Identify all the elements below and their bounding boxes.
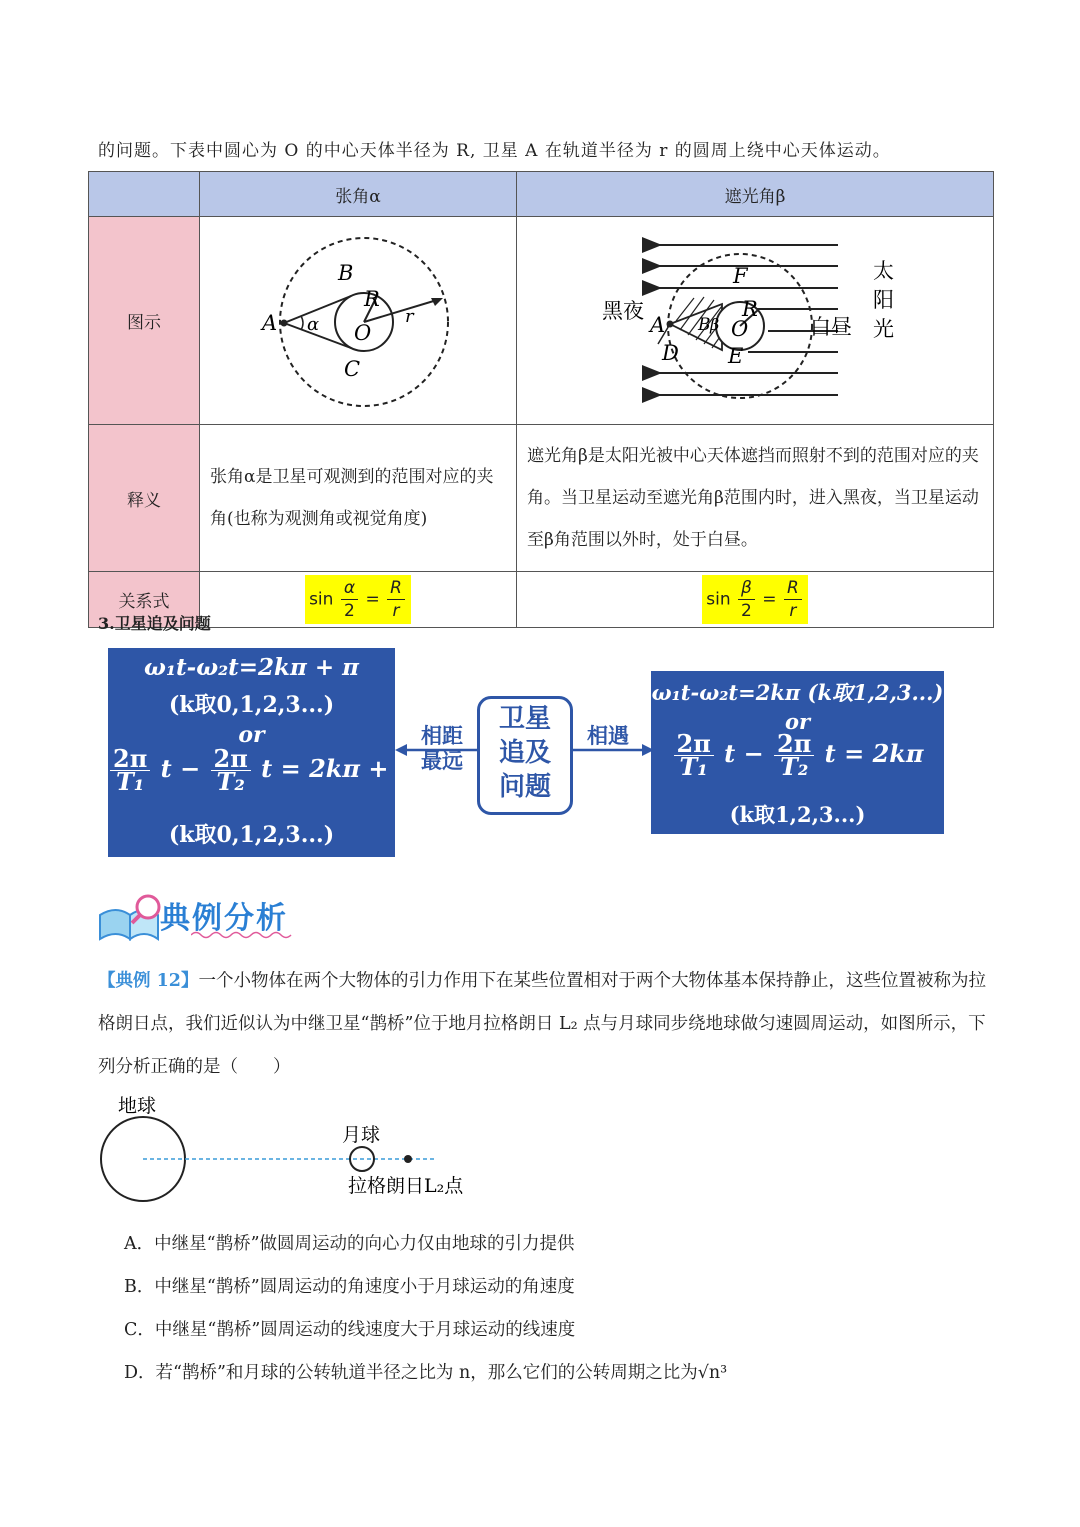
label-night: 黑夜 bbox=[602, 299, 644, 323]
example-question: 【典例 12】一个小物体在两个大物体的引力作用下在某些位置相对于两个大物体基本保持静止，这些位置被称为拉格朗日点，我们近似认为中继卫星“鹊桥”位于地月拉格朗日 L₂ 点与月球同步绕地球做匀速圆周运动，如图所示，下列分析正确的是（ ） bbox=[98, 971, 986, 1077]
explain-beta: 遮光角β是太阳光被中心天体遮挡而照射不到的范围对应的夹角。当卫星运动至遮光角β范围内时，进入黑夜，当卫星运动至β角范围以外时，处于白昼。 bbox=[517, 425, 994, 572]
formula-beta-cell bbox=[517, 572, 994, 628]
header-beta: 遮光角β bbox=[517, 172, 994, 217]
row-label-formula: 关系式 bbox=[89, 572, 200, 628]
label-F: F bbox=[733, 264, 748, 288]
explain-alpha: 张角α是卫星可观测到的范围对应的夹角(也称为观测角或视觉角度) bbox=[200, 425, 517, 572]
label-B: B bbox=[338, 261, 354, 285]
label-beta: β bbox=[710, 315, 720, 334]
label-O: O bbox=[354, 321, 372, 345]
label-r: r bbox=[405, 306, 414, 327]
section-title: 3.卫星追及问题 bbox=[98, 614, 211, 633]
label-R2: R bbox=[742, 297, 758, 321]
typical-title: 典例分析 bbox=[160, 901, 288, 936]
label-D: D bbox=[662, 341, 679, 365]
formula-beta: sin $\frac{\beta}{2}$ = $\frac{R}{r}$ bbox=[702, 575, 808, 624]
table-header-empty bbox=[89, 172, 200, 217]
label-O2: O bbox=[731, 317, 749, 341]
chase-center-box: 卫星 追及 问题 bbox=[477, 696, 573, 815]
label-sun2: 阳 bbox=[873, 288, 894, 312]
diagram-alpha bbox=[201, 218, 518, 418]
example-tag: 【典例 12】 bbox=[98, 971, 199, 991]
earth-moon-figure bbox=[96, 1090, 516, 1210]
chase-right-formula: $\frac{2\pi}{\text{T₁}}$ t − $\frac{2\pi}{\text{T₂}}$ t = 2kπ bbox=[651, 733, 944, 799]
row-label-diagram: 图示 bbox=[89, 217, 200, 425]
label-alpha: α bbox=[307, 314, 320, 335]
option-d[interactable]: D．若“鹊桥”和月球的公转轨道半径之比为 n，那么它们的公转周期之比为√n³ bbox=[124, 1363, 728, 1383]
label-day: 白昼 bbox=[810, 315, 852, 339]
typical-banner bbox=[96, 885, 346, 945]
label-sun3: 光 bbox=[873, 317, 894, 341]
header-alpha: 张角α bbox=[200, 172, 517, 217]
comparison-table bbox=[88, 171, 994, 628]
chase-left-formula: $\frac{2\pi}{\text{T₁}}$ t − $\frac{2\pi}{\text{T₂}}$ t = 2kπ + π bbox=[108, 748, 395, 814]
label-meet: 相遇 bbox=[587, 724, 629, 748]
wavy-underline bbox=[191, 930, 391, 940]
option-b[interactable]: B．中继星“鹊桥”圆周运动的角速度小于月球运动的角速度 bbox=[124, 1277, 575, 1297]
chase-meet-box: ω₁t-ω₂t=2kπ (k取1,2,3...) or $\frac{2\pi}{\text{T₁}}$ t − $\frac{2\pi}{\text{T₂}}$ t = 2kπ (k取1,2,3...) bbox=[651, 671, 944, 834]
chase-farthest-box: ω₁t-ω₂t=2kπ + π (k取0,1,2,3...) or $\frac{2\pi}{\text{T₁}}$ t − $\frac{2\pi}{\text{T₂}}$ t = 2kπ + π (k取0,1,2,3...) bbox=[108, 648, 395, 857]
label-sun1: 太 bbox=[873, 259, 894, 283]
row-label-explain: 释义 bbox=[89, 425, 200, 572]
label-A2: A bbox=[650, 313, 666, 337]
diagram-beta bbox=[518, 218, 995, 418]
label-farthest: 相距 最远 bbox=[421, 724, 463, 773]
formula-alpha-cell bbox=[200, 572, 517, 628]
option-a[interactable]: A．中继星“鹊桥”做圆周运动的向心力仅由地球的引力提供 bbox=[124, 1234, 575, 1254]
label-B2: B bbox=[698, 315, 711, 335]
label-l2: 拉格朗日L₂点 bbox=[348, 1175, 464, 1197]
formula-alpha: sin $\frac{\alpha}{2}$ = $\frac{R}{r}$ bbox=[305, 575, 411, 624]
label-moon: 月球 bbox=[342, 1124, 381, 1146]
label-A: A bbox=[262, 311, 278, 335]
option-c[interactable]: C．中继星“鹊桥”圆周运动的线速度大于月球运动的线速度 bbox=[124, 1320, 576, 1340]
label-R: R bbox=[364, 287, 380, 311]
diagram-beta-cell bbox=[517, 217, 994, 425]
label-earth: 地球 bbox=[118, 1095, 157, 1117]
label-E: E bbox=[728, 344, 744, 368]
diagram-alpha-cell bbox=[200, 217, 517, 425]
book-magnifier-icon bbox=[96, 885, 166, 945]
intro-text: 的问题。下表中圆心为 O 的中心天体半径为 R, 卫星 A 在轨道半径为 r 的圆周上绕中心天体运动。 bbox=[98, 141, 891, 161]
label-C: C bbox=[344, 357, 361, 381]
